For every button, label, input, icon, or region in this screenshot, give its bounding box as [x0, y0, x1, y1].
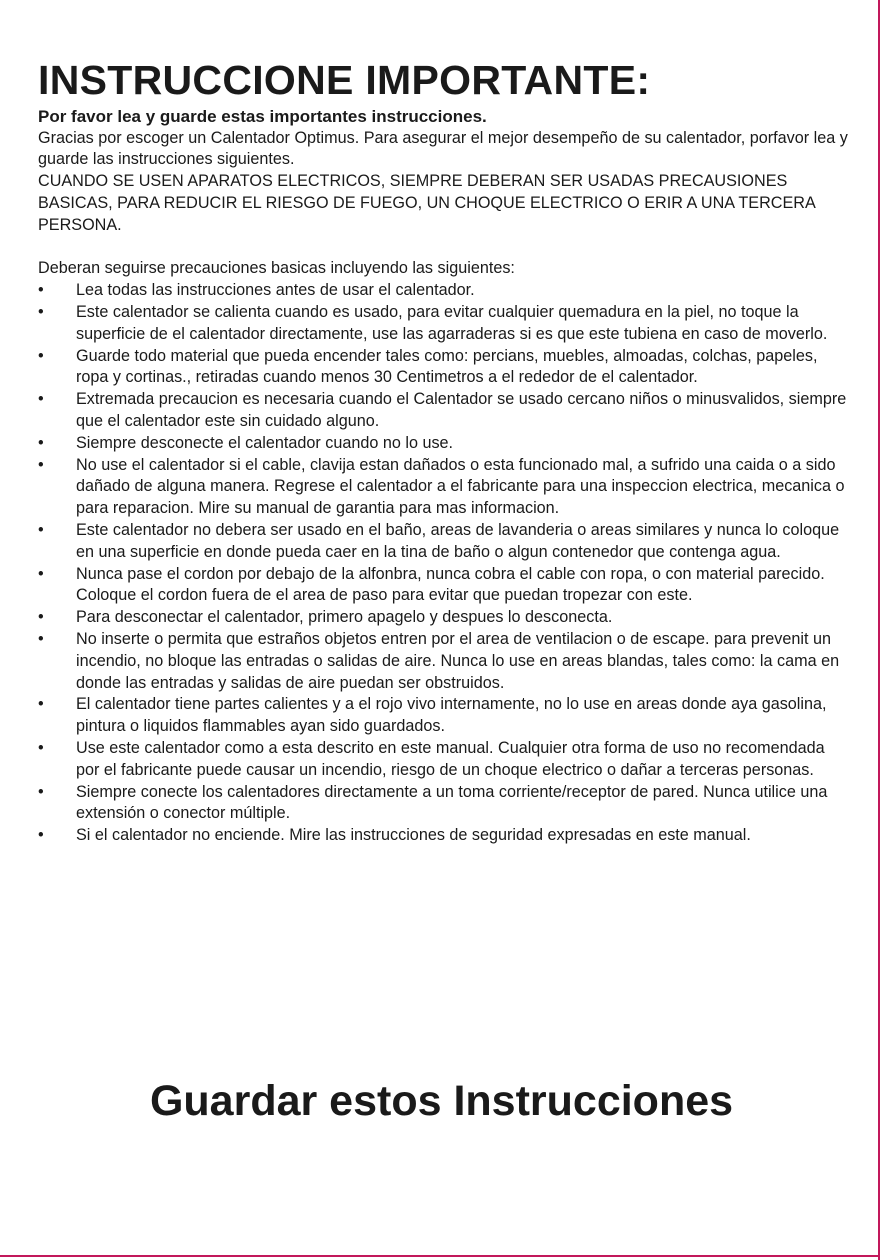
list-item: [38, 782, 850, 826]
bullet-icon: •: [38, 455, 44, 474]
list-item: [38, 346, 850, 390]
list-item-text: Este calentador se calienta cuando es usado, para evitar cualquier quemadura en la piel, no toque la superficie de el calentador directamente, use las agarraderas si es que este tubiena en caso de moverlo.: [76, 303, 828, 343]
bullet-icon: •: [38, 303, 44, 322]
bullet-icon: •: [38, 826, 44, 845]
list-item: [38, 280, 850, 302]
list-item-text: Guarde todo material que pueda encender tales como: percians, muebles, almoadas, colchas, papeles, ropa y cortinas., retiradas cuando menos 30 Centimetros a el rededor de el calentador.: [76, 346, 818, 387]
page-subtitle: Por favor lea y guarde estas importantes instrucciones.: [38, 107, 487, 126]
bullet-icon: •: [38, 782, 44, 801]
page-border-bottom: [0, 1255, 880, 1257]
footer-title: Guardar estos Instrucciones: [149, 1077, 734, 1125]
bullet-icon: •: [38, 281, 44, 300]
list-item-text: Extremada precaucion es necesaria cuando el Calentador se usado cercano niños o minusvalidos, siempre que el calentador este sin cuidado alguno.: [76, 390, 847, 431]
bullet-icon: •: [38, 346, 44, 365]
precautions-list: [38, 280, 850, 847]
page-border-right: [878, 0, 880, 1260]
list-item: [38, 520, 850, 564]
list-intro: Deberan seguirse precauciones basicas incluyendo las siguientes:: [38, 259, 515, 278]
list-item-text: No use el calentador si el cable, clavija estan dañados o esta funcionado mal, a sufrido una caida o a sido dañado de alguna manera. Regrese el calentador a el fabricante para una inspeccion electrica, mecanica o para reparacion. Mire su manual de garantia para mas informacion.: [76, 455, 845, 518]
list-item: [38, 738, 850, 782]
list-item-text: Siempre desconecte el calentador cuando no lo use.: [76, 433, 454, 452]
list-item-text: Use este calentador como a esta descrito en este manual. Cualquier otra forma de uso no recomendada por el fabricante puede causar un incendio, riesgo de un choque electrico o dañar a terceras personas.: [76, 739, 825, 779]
list-item-text: Nunca pase el cordon por debajo de la alfonbra, nunca cobra el cable con ropa, o con material parecido. Coloque el cordon fuera de el area de paso para evitar que puedan tropezar con este.: [76, 564, 825, 605]
list-item: [38, 694, 850, 738]
bullet-icon: •: [38, 521, 44, 540]
bullet-icon: •: [38, 564, 44, 583]
safety-warning: CUANDO SE USEN APARATOS ELECTRICOS, SIEMPRE DEBERAN SER USADAS PRECAUSIONES BASICAS, PARA REDUCIR EL RIESGO DE FUEGO, UN CHOQUE ELECTRICO O ERIR A UNA TERCERA PERSONA.: [38, 172, 815, 234]
bullet-icon: •: [38, 390, 44, 409]
bullet-icon: •: [38, 608, 44, 627]
list-item-text: Para desconectar el calentador, primero apagelo y despues lo desconecta.: [76, 608, 613, 627]
intro-text: Gracias por escoger un Calentador Optimus. Para asegurar el mejor desempeño de su calentador, porfavor lea y guarde las instrucciones siguientes.: [38, 128, 848, 169]
list-item: [38, 455, 850, 520]
list-item: [38, 607, 850, 629]
list-item: [38, 564, 850, 608]
list-item-text: Lea todas las instrucciones antes de usar el calentador.: [76, 281, 475, 300]
spacer: [38, 236, 850, 258]
list-item: [38, 433, 850, 455]
bullet-icon: •: [38, 695, 44, 714]
list-item-text: Este calentador no debera ser usado en el baño, areas de lavanderia o areas similares y nunca lo coloque en una superficie en donde pueda caer en la tina de baño o algun contenedor que contenga agua.: [76, 521, 840, 561]
list-item: [38, 389, 850, 433]
list-item: [38, 302, 850, 346]
list-item: [38, 825, 850, 847]
list-item-text: Si el calentador no enciende. Mire las instrucciones de seguridad expresadas en este manual.: [76, 826, 751, 845]
content-area: [38, 56, 850, 847]
list-item-text: Siempre conecte los calentadores directamente a un toma corriente/receptor de pared. Nunca utilice una extensión o conector múltiple.: [76, 782, 828, 823]
page-title: INSTRUCCIONE IMPORTANTE:: [38, 57, 651, 103]
bullet-icon: •: [38, 433, 44, 452]
list-item-text: El calentador tiene partes calientes y a el rojo vivo internamente, no lo use en areas donde aya gasolina, pintura o liquidos flammables ayan sido guardados.: [76, 695, 827, 736]
bullet-icon: •: [38, 739, 44, 758]
list-item: [38, 629, 850, 694]
bullet-icon: •: [38, 630, 44, 649]
list-item-text: No inserte o permita que estraños objetos entren por el area de ventilacion o de escape. para prevenit un incendio, no bloque las entradas o salidas de aire. Nunca lo use en areas blandas, tales como: la cama en donde las entradas y salidas de aire puedan ser obstruidos.: [76, 630, 840, 692]
